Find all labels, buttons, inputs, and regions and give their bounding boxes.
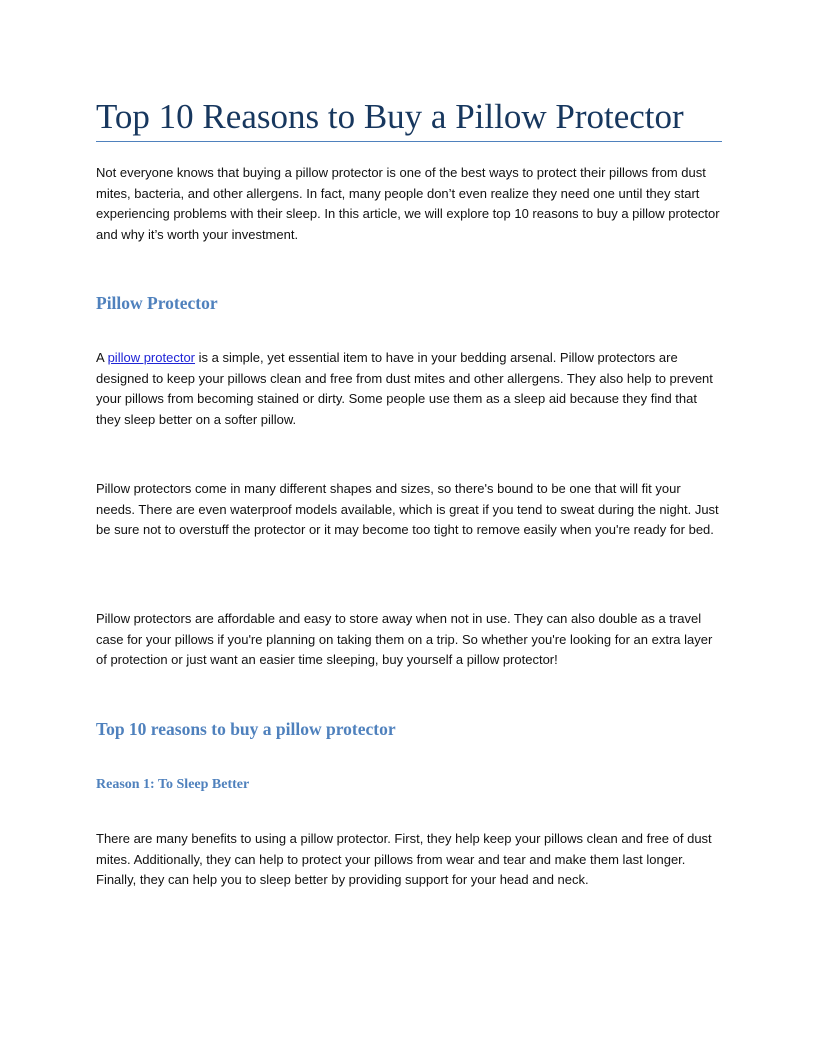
- paragraph-prefix: A: [96, 350, 108, 365]
- page-title: Top 10 Reasons to Buy a Pillow Protector: [96, 95, 722, 142]
- intro-paragraph: Not everyone knows that buying a pillow protector is one of the best ways to protect their pillows from dust mites, bacteria, and other allergens. In fact, many people don’t even realize they need one until they start experiencing problems with their sleep. In this article, we will explore top 10 reasons to buy a pillow protector and why it’s worth your investment.: [96, 165, 720, 242]
- section1-paragraph-1: [96, 348, 720, 430]
- paragraph-suffix: is a simple, yet essential item to have in your bedding arsenal. Pillow protectors are designed to keep your pillows clean and free from dust mites and other allergens. They also help to prevent your pillows from becoming stained or dirty. Some people use them as a sleep aid because they find that they sleep better on a softer pillow.: [96, 350, 713, 427]
- pillow-protector-link[interactable]: pillow protector: [107, 350, 196, 365]
- reason-1-heading: Reason 1: To Sleep Better: [96, 777, 250, 792]
- section-heading-top-10-reasons: Top 10 reasons to buy a pillow protector: [96, 719, 396, 739]
- section1-paragraph-3: Pillow protectors are affordable and easy to store away when not in use. They can also double as a travel case for your pillows if you're planning on taking them on a trip. So whether you're looking for an extra layer of protection or just want an easier time sleeping, buy yourself a pillow protector!: [96, 611, 713, 667]
- reason-1-paragraph: There are many benefits to using a pillow protector. First, they help keep your pillows clean and free of dust mites. Additionally, they can help to protect your pillows from wear and tear and make them last longer. Finally, they can help you to sleep better by providing support for your head and neck.: [96, 831, 712, 887]
- section-heading-pillow-protector: Pillow Protector: [96, 293, 218, 313]
- section1-paragraph-2: Pillow protectors come in many different shapes and sizes, so there's bound to be one that will fit your needs. There are even waterproof models available, which is great if you tend to sweat during the night. Just be sure not to overstuff the protector or it may become too tight to remove easily when you're ready for bed.: [96, 481, 719, 537]
